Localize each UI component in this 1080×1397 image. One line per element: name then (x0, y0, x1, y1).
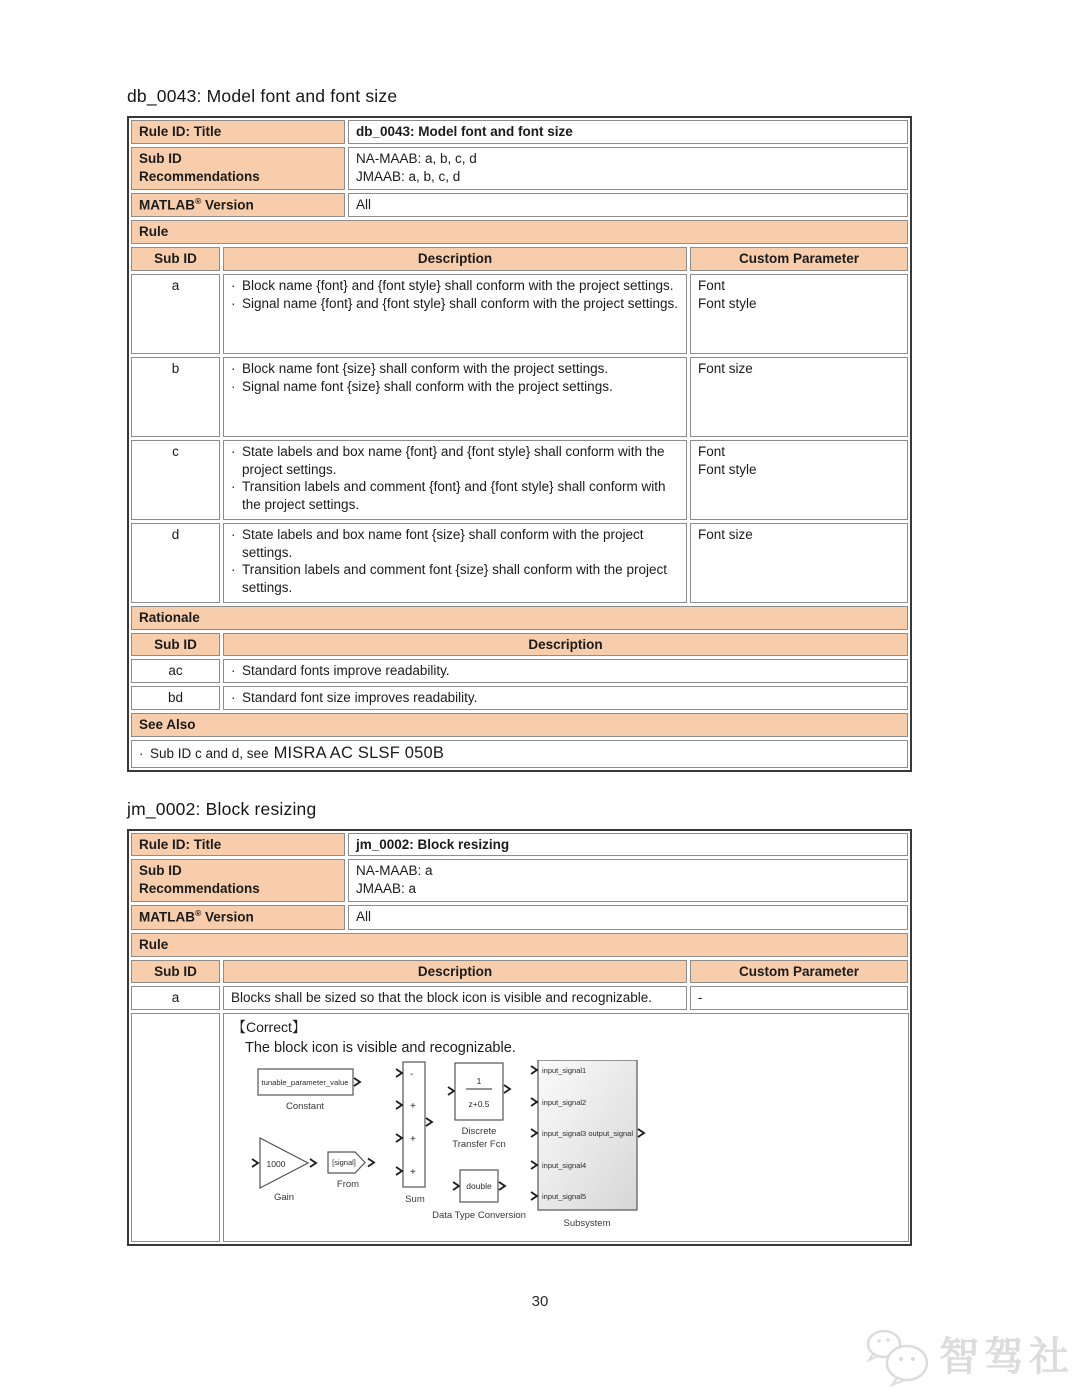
table-row (131, 905, 908, 929)
matlab-version-label-cell: MATLAB® Version (131, 193, 345, 217)
port-arrow-icon (396, 1101, 402, 1109)
rationale-row-bd (131, 686, 908, 710)
gain-value-text: 1000 (266, 1158, 286, 1169)
gain-block (252, 1138, 316, 1203)
bullet: · (231, 443, 236, 459)
page-content (127, 86, 912, 1246)
bullet: · (231, 378, 236, 394)
rule-table-jm0002 (127, 829, 912, 1246)
table-row (131, 633, 908, 657)
dtf-label-line2: Transfer Fcn (452, 1138, 506, 1150)
custom-parameter-cell: Font Font style (690, 274, 908, 354)
bullet: · (231, 690, 236, 706)
matlab-version-value-cell: All (348, 905, 908, 929)
table-row (131, 120, 908, 144)
custom-parameter-cell: - (690, 986, 908, 1010)
rule-id-value-cell: jm_0002: Block resizing (348, 833, 908, 857)
section2-title: jm_0002: Block resizing (127, 798, 317, 819)
dtc-value-text: double (466, 1180, 492, 1191)
subid-cell: a (131, 986, 220, 1010)
section1-title: db_0043: Model font and font size (127, 86, 398, 106)
rule-row-c (131, 440, 908, 520)
registered-mark: ® (194, 195, 202, 206)
description-cell: · Block name {font} and {font style} shall conform with the project settings. · Signal name {font} and {font style} shall conform with the project settings. (223, 274, 687, 354)
watermark (861, 1325, 1074, 1389)
custom-parameter-cell: Font Font style (690, 440, 908, 520)
port-arrow-icon (531, 1129, 537, 1137)
subsystem-input-label: input_signal4 (542, 1160, 587, 1170)
col-header-description: Description (223, 960, 687, 984)
port-arrow-icon (531, 1098, 537, 1106)
correct-example-cell (223, 1013, 909, 1241)
table-row (131, 960, 908, 984)
simulink-diagram (232, 1060, 900, 1234)
registered-mark: ® (194, 908, 202, 919)
description-cell: · State labels and box name font {size} shall conform with the project settings. · Transition labels and comment font {size} shall conform with the project settings. (223, 523, 687, 603)
col-header-custom-parameter: Custom Parameter (690, 247, 908, 271)
gain-label: Gain (273, 1191, 295, 1203)
description-cell: · State labels and box name {font} and {font style} shall conform with the project settings. · Transition labels and comment {font} and {font style} shall conform with the project settings. (223, 440, 687, 520)
port-arrow-icon (310, 1159, 316, 1167)
table-row (131, 933, 908, 957)
sum-port-sign: - (410, 1068, 414, 1080)
rule-row-d (131, 523, 908, 603)
subsystem-input-label: input_signal3 (542, 1128, 587, 1138)
subid-recommendations-label-cell: Sub ID Recommendations (131, 147, 345, 190)
empty-subid-cell (131, 1013, 220, 1241)
from-block (328, 1152, 374, 1190)
example-row (131, 1013, 908, 1241)
custom-parameter-cell: Font size (690, 357, 908, 437)
data-type-conversion-block (432, 1170, 526, 1221)
port-arrow-icon (252, 1159, 258, 1167)
description-cell: · Block name font {size} shall conform with the project settings. · Signal name font {size} shall conform with the project settings. (223, 357, 687, 437)
bullet: · (231, 562, 236, 578)
subid-recommendations-value-cell: NA-MAAB: a, b, c, d JMAAB: a, b, c, d (348, 147, 908, 190)
bullet: · (231, 479, 236, 495)
port-arrow-icon (368, 1158, 374, 1166)
rule-section-header: Rule (131, 220, 908, 244)
table-row (131, 606, 908, 630)
subid-cell: d (131, 523, 220, 603)
rule-section-header: Rule (131, 933, 908, 957)
section2 (127, 799, 912, 1246)
subsystem-input-label: input_signal2 (542, 1097, 587, 1107)
bullet: · (231, 295, 236, 311)
port-arrow-icon (531, 1192, 537, 1200)
subsystem-label: Subsystem (563, 1217, 611, 1229)
subsystem-block (531, 1060, 644, 1229)
see-also-text: Sub ID c and d, see (150, 745, 269, 761)
subid-cell: c (131, 440, 220, 520)
table-row (131, 833, 908, 857)
from-label: From (336, 1178, 360, 1190)
from-tag-text: [signal] (332, 1157, 356, 1167)
sum-port-sign: + (410, 1100, 416, 1112)
subsystem-input-label: input_signal1 (542, 1065, 587, 1075)
rationale-row-ac (131, 659, 908, 683)
bullet: · (231, 360, 236, 376)
discrete-transfer-fcn-block (448, 1063, 510, 1150)
see-also-reference: MISRA AC SLSF 050B (273, 743, 445, 762)
table-row (131, 147, 908, 190)
rule-row-a (131, 274, 908, 354)
description-cell: · Standard font size improves readability. (223, 686, 908, 710)
port-arrow-icon (504, 1085, 510, 1093)
rule-table-db0043 (127, 116, 912, 772)
wechat-logo-icon (861, 1325, 933, 1389)
col-header-description: Description (223, 247, 687, 271)
subid-cell: a (131, 274, 220, 354)
description-cell: · Standard fonts improve readability. (223, 659, 908, 683)
port-arrow-icon (448, 1087, 454, 1095)
correct-caption: The block icon is visible and recognizable. (245, 1039, 516, 1056)
subid-cell: bd (131, 686, 220, 710)
port-arrow-icon (396, 1134, 402, 1142)
rule-id-value-cell: db_0043: Model font and font size (348, 120, 908, 144)
dtf-label-line1: Discrete (461, 1125, 497, 1137)
port-arrow-icon (638, 1129, 644, 1137)
port-arrow-icon (396, 1167, 402, 1175)
table-row (131, 713, 908, 737)
dtc-label: Data Type Conversion (432, 1209, 526, 1221)
subid-cell: b (131, 357, 220, 437)
rule-row-a (131, 986, 908, 1010)
port-arrow-icon (426, 1118, 432, 1126)
description-cell: Blocks shall be sized so that the block icon is visible and recognizable. (223, 986, 687, 1010)
port-arrow-icon (354, 1078, 360, 1086)
see-also-section-header: See Also (131, 713, 908, 737)
matlab-version-label-cell: MATLAB® Version (131, 905, 345, 929)
col-header-subid: Sub ID (131, 247, 220, 271)
port-arrow-icon (499, 1182, 505, 1190)
dtf-numerator-text: 1 (476, 1075, 482, 1086)
sum-port-sign: + (410, 1133, 416, 1145)
bullet: · (139, 745, 144, 761)
rationale-section-header: Rationale (131, 606, 908, 630)
correct-label: 【Correct】 (232, 1019, 306, 1036)
bullet: · (231, 526, 236, 542)
watermark-text: 智驾社 (939, 1335, 1074, 1379)
subsystem-input-label: input_signal5 (542, 1191, 587, 1201)
port-arrow-icon (531, 1066, 537, 1074)
dtf-denominator-text: z+0.5 (468, 1098, 490, 1109)
table-row (131, 740, 908, 768)
constant-block (258, 1069, 360, 1112)
rule-row-b (131, 357, 908, 437)
subid-recommendations-value-cell: NA-MAAB: a JMAAB: a (348, 859, 908, 902)
constant-label: Constant (285, 1100, 325, 1112)
table-row (131, 220, 908, 244)
sum-block (396, 1062, 432, 1205)
rule-id-label-cell: Rule ID: Title (131, 833, 345, 857)
subid-cell: ac (131, 659, 220, 683)
port-arrow-icon (453, 1182, 459, 1190)
table-row (131, 247, 908, 271)
port-arrow-icon (396, 1069, 402, 1077)
bullet: · (231, 663, 236, 679)
sum-label: Sum (405, 1193, 425, 1205)
matlab-version-value-cell: All (348, 193, 908, 217)
table-row (131, 193, 908, 217)
col-header-subid: Sub ID (131, 633, 220, 657)
constant-value-text: tunable_parameter_value (261, 1077, 349, 1087)
custom-parameter-cell: Font size (690, 523, 908, 603)
sum-port-sign: + (410, 1166, 416, 1178)
col-header-subid: Sub ID (131, 960, 220, 984)
rule-id-label-cell: Rule ID: Title (131, 120, 345, 144)
subsystem-output-label: output_signal (588, 1128, 633, 1138)
bullet: · (231, 277, 236, 293)
col-header-description: Description (223, 633, 908, 657)
col-header-custom-parameter: Custom Parameter (690, 960, 908, 984)
page-number: 30 (531, 1293, 549, 1310)
subid-recommendations-label-cell: Sub ID Recommendations (131, 859, 345, 902)
table-row (131, 859, 908, 902)
port-arrow-icon (531, 1161, 537, 1169)
see-also-content-cell (131, 740, 908, 768)
